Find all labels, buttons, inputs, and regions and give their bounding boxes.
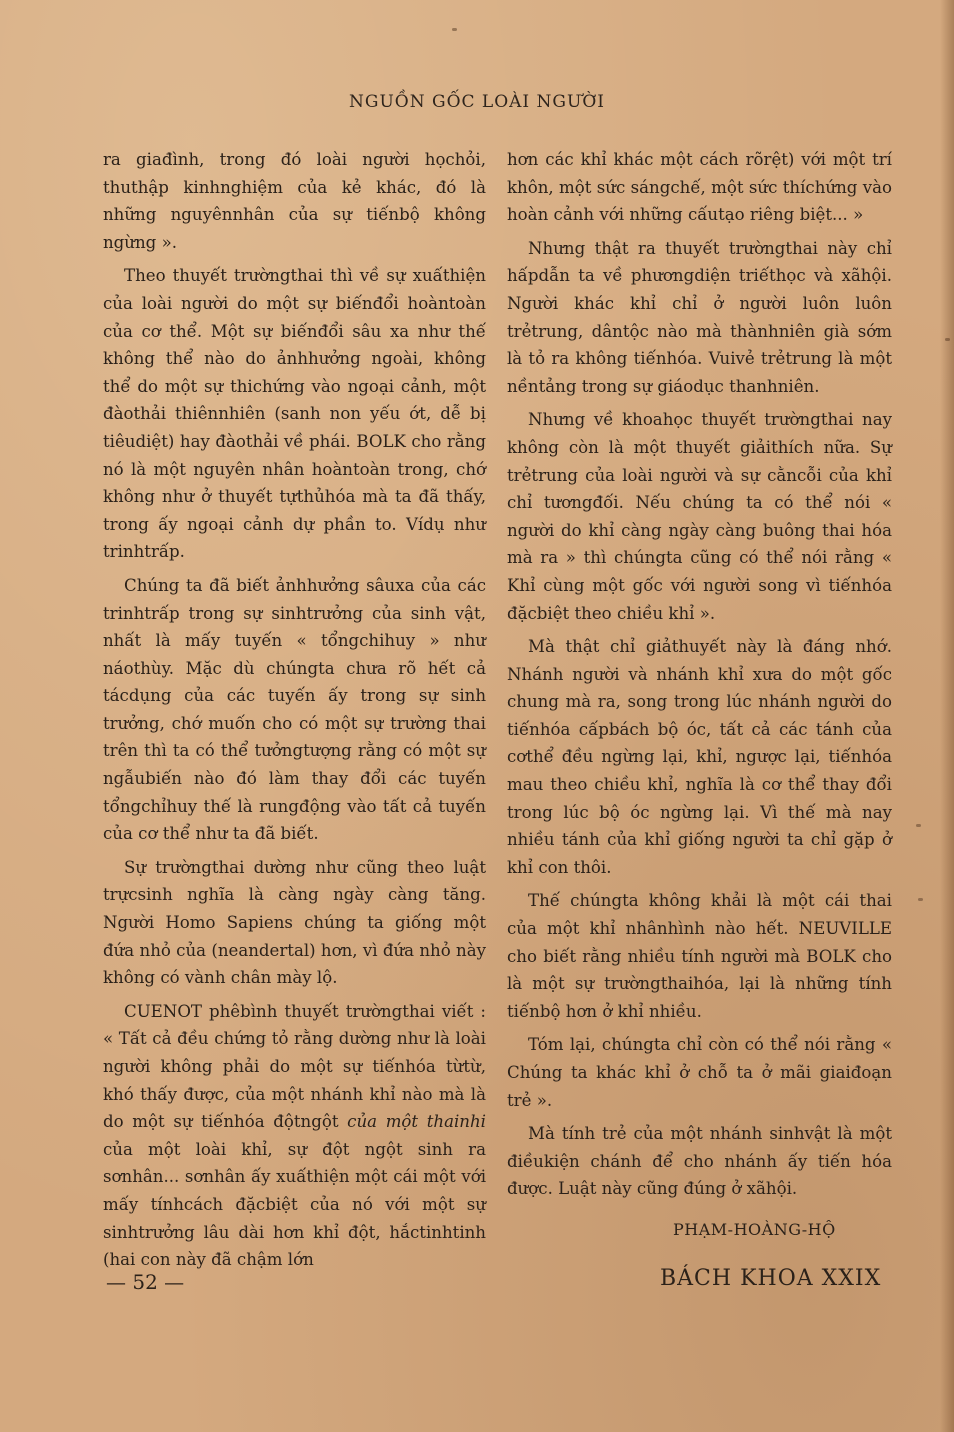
right-paragraph-3: Nhưng về khoahọc thuyết trườngthai nay không còn là một thuyết giảithích nữa. Sự trẻtrung của loài người và sự cằncỗi của khỉ chỉ tươngđối. Nếu chúng ta có thể nói « người do khỉ càng ngày càng buông thai hóa mà ra » thì chúngta cũng có thể nói rằng « Khỉ cùng một gốc với người song vì tiếnhóa đặcbiệt theo chiều khỉ ».	[507, 410, 892, 623]
paper-speck	[945, 338, 950, 341]
page-number: — 52 —	[106, 1270, 185, 1294]
paper-speck	[916, 824, 921, 827]
right-paragraph-4: Mà thật chỉ giảthuyết này là đáng nhớ. Nhánh người và nhánh khỉ xưa do một gốc chung mà ra, song trong lúc nhánh người do tiếnhóa cấpbách bộ óc, tất cả các tánh của cơthể đều ngừng lại, khỉ, ngược lại, tiếnhóa mau theo chiều khỉ, nghĩa là cơ thể thay đổi trong lúc bộ óc ngừng lại. Vì thế mà nay nhiều tánh của khỉ giống người ta chỉ gặp ở khỉ con thôi.	[507, 637, 892, 877]
author-signature: PHẠM-HOÀNG-HỘ	[673, 1220, 836, 1239]
left-paragraph-5-italic: của một thainhi	[347, 1112, 486, 1132]
right-paragraph-7: Mà tính trẻ của một nhánh sinhvật là một điềukiện chánh để cho nhánh ấy tiến hóa được. Luật này cũng đúng ở xãhội.	[507, 1124, 892, 1199]
left-paragraph-5	[103, 998, 486, 1274]
left-paragraph-1: ra giađình, trong đó loài người họchỏi, thuthập kinhnghiệm của kẻ khác, đó là những nguyênnhân của sự tiếnbộ không ngừng ».	[103, 150, 486, 252]
right-paragraph-6: Tóm lại, chúngta chỉ còn có thể nói rằng « Chúng ta khác khỉ ở chỗ ta ở mãi giaiđoạn trẻ ».	[507, 1035, 892, 1110]
right-paragraph-1: hơn các khỉ khác một cách rõrệt) với một trí khôn, một sức sángchế, một sức thíchứng vào hoàn cảnh với những cấutạo riêng biệt... »	[507, 150, 892, 225]
paper-speck	[918, 898, 923, 901]
running-title: NGUỒN GỐC LOÀI NGƯỜI	[349, 92, 605, 112]
left-paragraph-5-part-a: CUENOT phêbình thuyết trườngthai viết : « Tất cả đều chứng tỏ rằng dường như là loài người không phải do một sự tiếnhóa từtừ, khó thấy được, của một nhánh khỉ nào mà là do một sự tiếnhóa độtngột	[103, 1001, 486, 1132]
left-paragraph-3: Chúng ta đã biết ảnhhưởng sâuxa của các trinhtrấp trong sự sinhtrưởng của sinh vật, nhất là mấy tuyến « tổngchihuy » như náothùy. Mặc dù chúngta chưa rõ hết cả tácdụng của các tuyến ấy trong sự sinh trưởng, chớ muốn cho có một sự trường thai trên thì ta có thể tưởngtượng rằng có một sự ngẫubiến nào đó làm thay đổi các tuyến tổngchỉhuy thế là rungđộng vào tất cả tuyến của cơ thể như ta đã biết.	[103, 575, 486, 844]
left-paragraph-4: Sự trườngthai dường như cũng theo luật trựcsinh nghĩa là càng ngày càng tăng. Người Homo Sapiens chúng ta giống một đứa nhỏ của (neandertal) hơn, vì đứa nhỏ này không có vành chân mày lộ.	[103, 857, 486, 988]
left-column	[103, 146, 486, 1280]
left-paragraph-5-part-b: của một loài khỉ, sự đột ngột sinh ra sơnhân... sơnhân ấy xuấthiện một cái một với mấy tínhcách đặcbiệt của nó với một sự sinhtrưởng lâu dài hơn khỉ đột, hắctinhtinh (hai con này đã chậm lớn	[103, 1139, 486, 1270]
publication-name: BÁCH KHOA XXIX	[660, 1266, 882, 1291]
left-paragraph-2: Theo thuyết trườngthai thì về sự xuấthiện của loài người do một sự biếnđổi hoàntoàn của cơ thể. Một sự biếnđổi sâu xa như thế không thể nào do ảnhhưởng ngoài, không thể do một sự thichứng vào ngoại cảnh, một đàothải thiênnhiên (sanh non yếu ớt, dễ bị tiêudiệt) hay đàothải về phái. BOLK cho rằng nó là một nguyên nhân hoàntoàn trong, chớ không như ở thuyết tựthủhóa mà ta đã thấy, trong ấy ngoại cảnh dự phần to. Vídụ như trinhtrấp.	[103, 266, 486, 562]
paper-speck	[452, 28, 457, 31]
right-paragraph-2: Nhưng thật ra thuyết trườngthai này chỉ hấpdẫn ta về phươngdiện triếthọc và xãhội. Người khác khỉ chỉ ở người luôn luôn trẻtrung, dântộc nào mà thànhniên già sớm là tỏ ra không tiếnhóa. Vuivẻ trẻtrung là một nềntảng trong sự giáodục thanhniên.	[507, 238, 892, 396]
right-column	[507, 146, 892, 1209]
right-paragraph-5: Thế chúngta không khải là một cái thai của một khỉ nhânhình nào hết. NEUVILLE cho biết rằng nhiều tính người mà BOLK cho là một sự trườngthaihóa, lại là những tính tiếnbộ hơn ở khỉ nhiều.	[507, 891, 892, 1021]
